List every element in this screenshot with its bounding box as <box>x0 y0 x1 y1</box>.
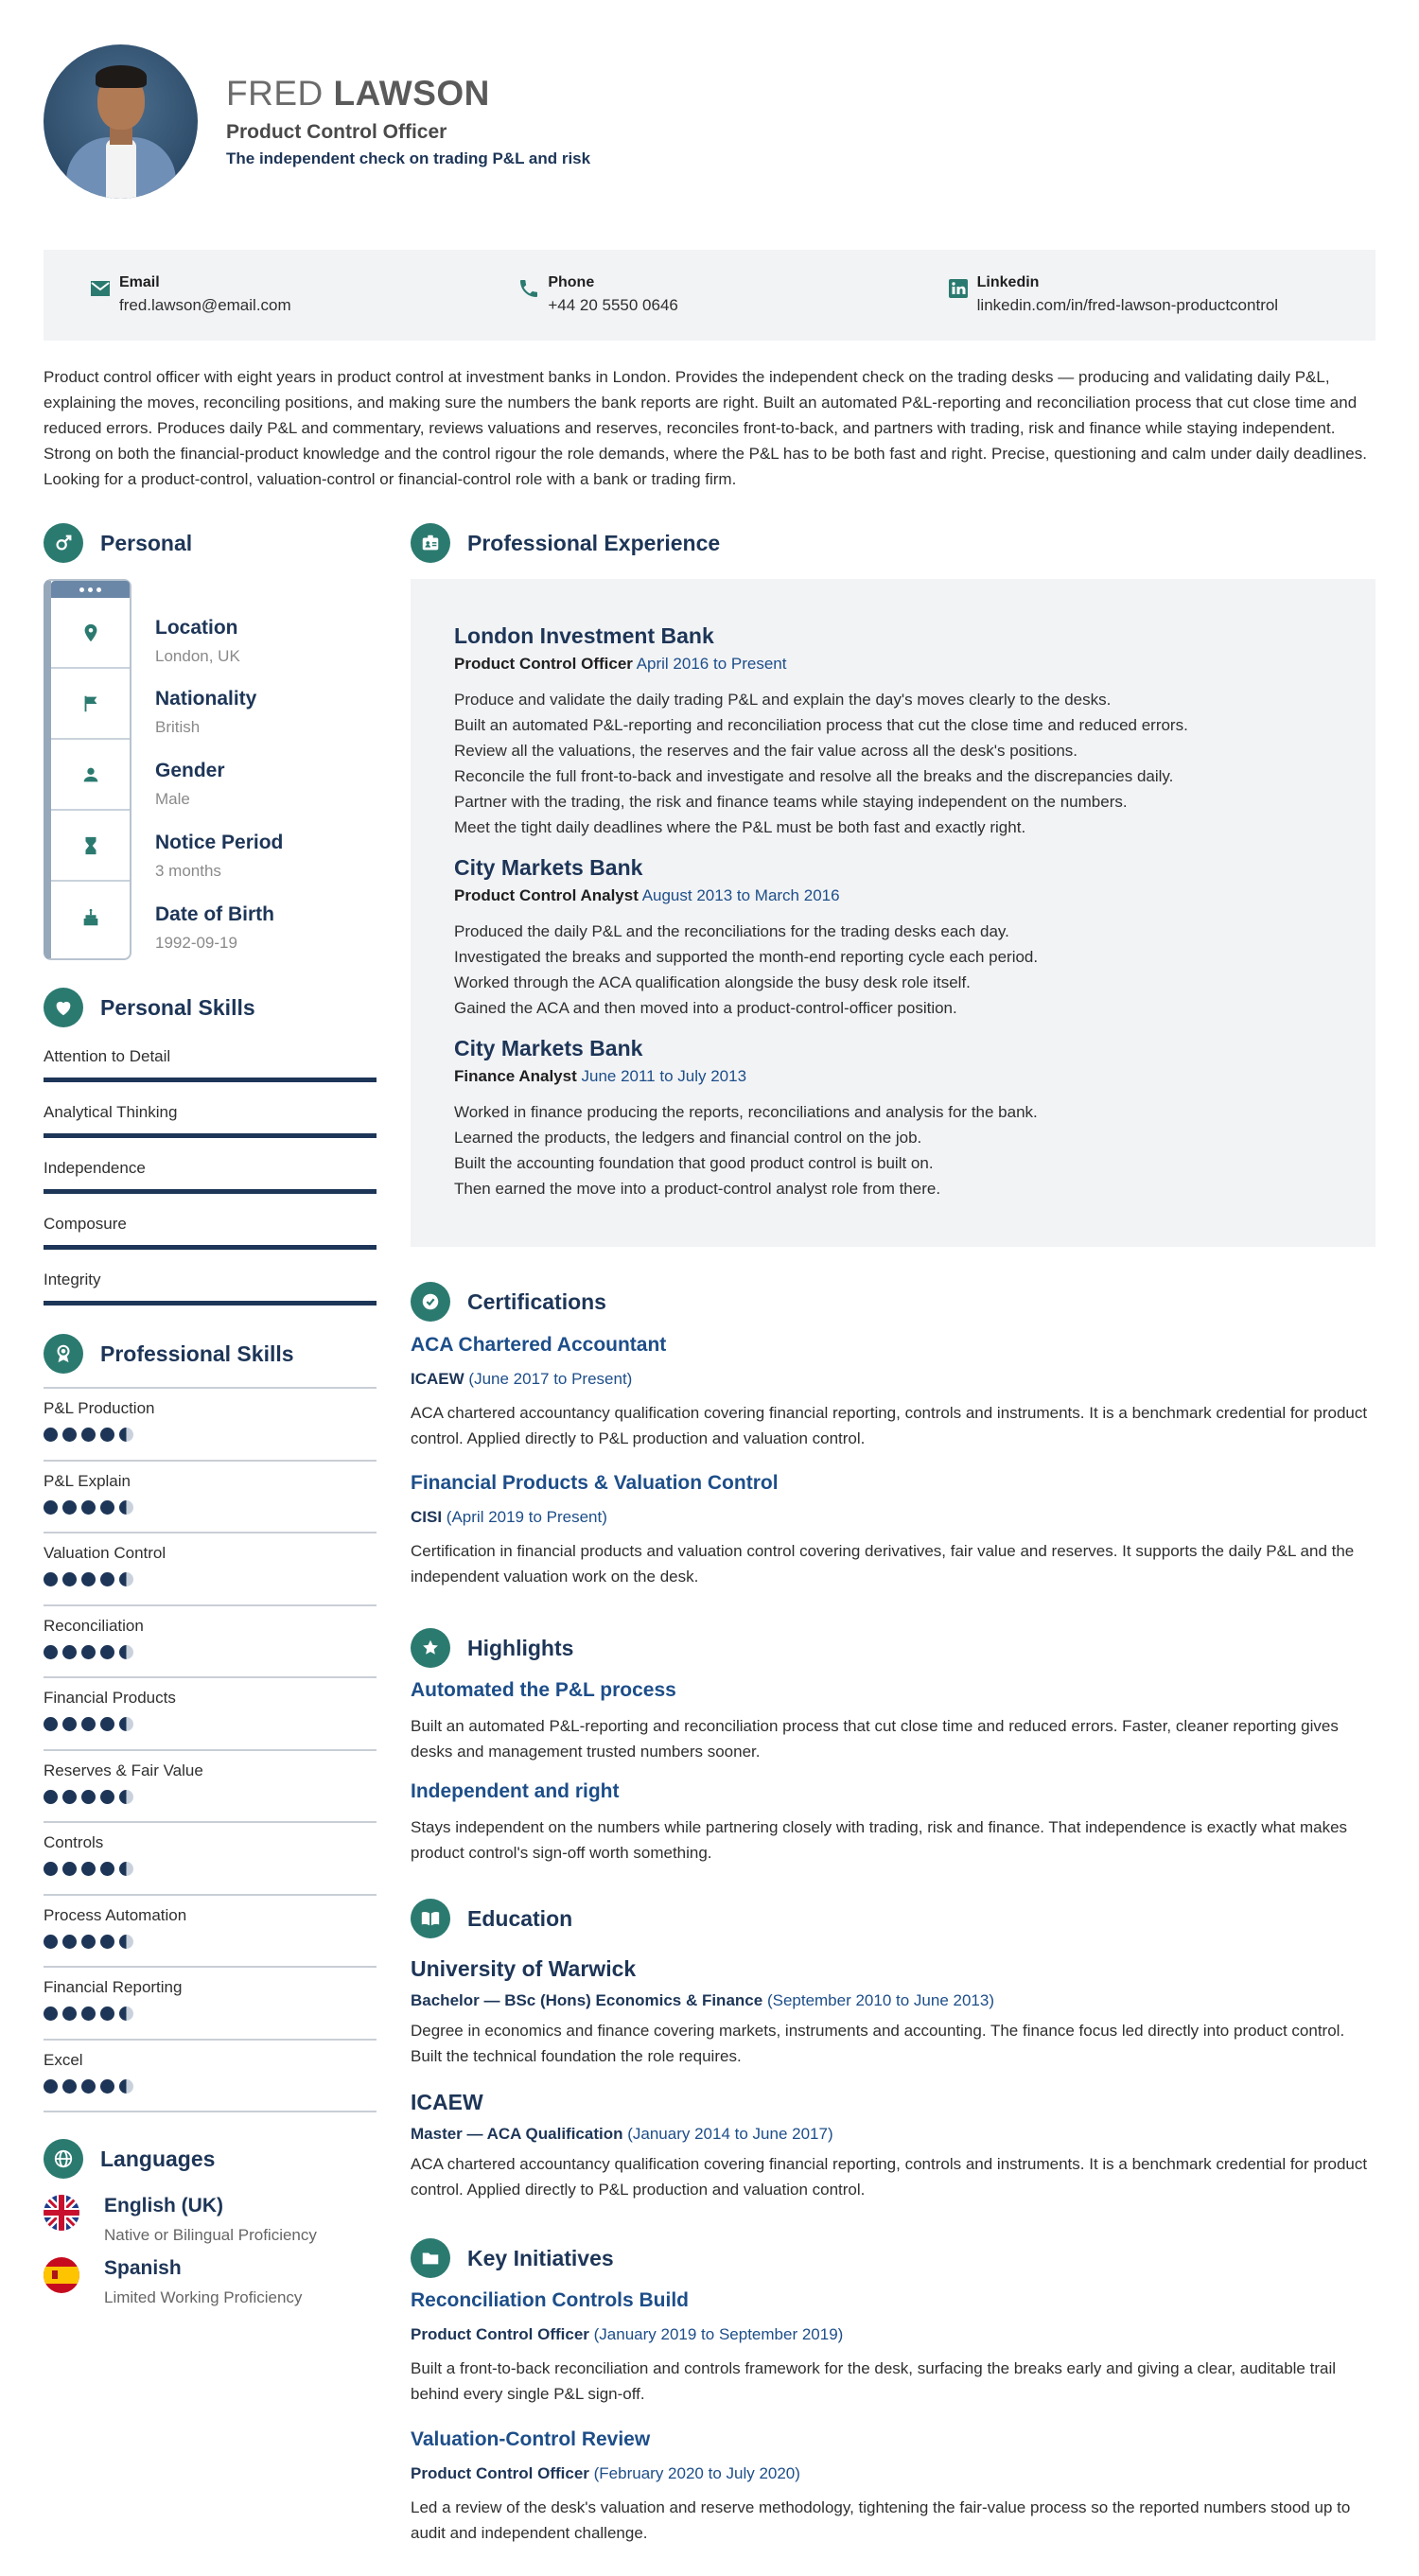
education-desc: ACA chartered accountancy qualification covering financial reporting, controls and instruments. It is a benchmark credential for product control. Applied directly to P&L production and valuation control. <box>411 2155 1368 2199</box>
job-bullets: Worked in finance producing the reports, reconciliations and analysis for the bank. Learned the products, the ledgers and financial control on the job. Built the accounting foundation that good product control is built on. Then earned the move into a product-control analyst role from there. <box>454 1103 1038 1198</box>
skill-rating <box>44 2006 377 2021</box>
personal-nationality <box>155 688 256 737</box>
location-label: Location <box>155 617 238 639</box>
language-name: Spanish <box>104 2257 182 2279</box>
section-personal-skills-header <box>44 988 255 1027</box>
degree-line: Bachelor — BSc (Hons) Economics & Finance (September 2010 to June 2013) <box>411 1991 994 2009</box>
section-personal-skills-title: Personal Skills <box>100 994 255 1020</box>
personal-notice <box>155 832 283 881</box>
rating-dot <box>81 1500 96 1515</box>
certification-issuer-line: CISI (April 2019 to Present) <box>411 1508 607 1526</box>
id-badge-icon <box>411 523 450 563</box>
rating-dot <box>119 1428 133 1442</box>
skills-divider <box>44 2111 377 2112</box>
rating-dot <box>44 1935 58 1949</box>
notice-label: Notice Period <box>155 832 284 853</box>
rating-dot <box>62 1935 77 1949</box>
section-experience-header <box>411 523 720 563</box>
rating-dot <box>44 2079 58 2094</box>
professional-skill <box>44 1749 377 1804</box>
rating-dot <box>119 1645 133 1659</box>
cake-icon <box>80 907 101 928</box>
personal-skill: Attention to Detail <box>44 1047 377 1082</box>
rating-dot <box>62 1572 77 1586</box>
personal-icon-strip <box>44 579 131 960</box>
section-certifications-title: Certifications <box>467 1288 606 1314</box>
contact-phone[interactable] <box>517 274 946 341</box>
rating-dot <box>44 1428 58 1442</box>
location-pin-icon <box>80 622 101 643</box>
rating-dot <box>81 1717 96 1731</box>
language-name: English (UK) <box>104 2195 223 2217</box>
initiative-desc: Built a front-to-back reconciliation and controls framework for the desk, surfacing the breaks early and giving a clear, auditable trail behind every single P&L sign-off. <box>411 2359 1336 2403</box>
section-initiatives-title: Key Initiatives <box>467 2245 614 2270</box>
degree-line: Master — ACA Qualification (January 2014 to June 2017) <box>411 2125 833 2143</box>
rating-dot <box>62 1717 77 1731</box>
skill-name: Financial Products <box>44 1689 176 1707</box>
rating-dot <box>100 1428 114 1442</box>
professional-skill <box>44 1894 377 1949</box>
initiative-title: Reconciliation Controls Build <box>411 2289 690 2311</box>
personal-skill: Composure <box>44 1215 377 1250</box>
language-item <box>44 2195 317 2245</box>
company-name: City Markets Bank <box>454 1036 643 1060</box>
highlight-title: Independent and right <box>411 1780 620 1802</box>
skill-rating <box>44 1790 377 1804</box>
uk-flag-icon <box>44 2195 79 2231</box>
rating-dot <box>100 1572 114 1586</box>
skill-rating <box>44 1572 377 1586</box>
rating-dot <box>100 2079 114 2094</box>
rating-dot <box>44 2006 58 2021</box>
rating-dot <box>119 1572 133 1586</box>
job-title: Product Control Officer <box>226 120 447 143</box>
rating-dot <box>119 1862 133 1876</box>
rating-dot <box>81 1935 96 1949</box>
hourglass-icon <box>80 835 101 856</box>
professional-skill <box>44 1532 377 1586</box>
company-name: City Markets Bank <box>454 855 643 880</box>
rating-dot <box>100 1862 114 1876</box>
tagline: The independent check on trading P&L and risk <box>226 149 591 167</box>
professional-skill <box>44 1966 377 2021</box>
flag-icon <box>80 693 101 714</box>
skill-name: Excel <box>44 2050 83 2069</box>
rating-dot <box>44 1717 58 1731</box>
section-highlights-title: Highlights <box>467 1635 574 1660</box>
skill-rating <box>44 2079 377 2094</box>
rating-dot <box>119 2006 133 2021</box>
rating-dot <box>119 2079 133 2094</box>
personal-skill: Independence <box>44 1159 377 1194</box>
rating-dot <box>62 1862 77 1876</box>
highlight-desc: Stays independent on the numbers while partnering closely with trading, risk and finance. That independence is exactly what makes product control's sign-off worth something. <box>411 1818 1348 1862</box>
folder-icon <box>411 2238 450 2278</box>
language-level: Limited Working Proficiency <box>104 2288 303 2306</box>
skill-rating <box>44 1500 377 1515</box>
phone-label: Phone <box>548 274 595 290</box>
language-level: Native or Bilingual Proficiency <box>104 2226 317 2244</box>
rating-dot <box>81 1572 96 1586</box>
skill-rating <box>44 1645 377 1659</box>
rating-dot <box>81 1790 96 1804</box>
professional-skill <box>44 1676 377 1731</box>
professional-skill <box>44 1604 377 1659</box>
linkedin-label: Linkedin <box>976 274 1040 290</box>
job-entry <box>454 623 1343 840</box>
linkedin-value[interactable]: linkedin.com/in/fred-lawson-productcontrol <box>976 296 1279 314</box>
section-highlights-header <box>411 1628 573 1668</box>
skill-name: Valuation Control <box>44 1544 166 1562</box>
star-badge-icon <box>411 1628 450 1668</box>
school-name: University of Warwick <box>411 1956 637 1981</box>
email-label: Email <box>119 274 160 290</box>
email-icon <box>89 277 112 300</box>
job-entry <box>454 855 1343 1021</box>
rating-dot <box>100 1500 114 1515</box>
section-professional-skills-title: Professional Skills <box>100 1341 294 1366</box>
phone-icon <box>517 277 540 300</box>
section-initiatives-header <box>411 2238 614 2278</box>
certification-desc: Certification in financial products and valuation control covering derivatives, fair value and reserves. It supports the daily P&L and the independent valuation work on the desk. <box>411 1542 1355 1586</box>
job-bullets: Produced the daily P&L and the reconciliations for the trading desks each day. Investigated the breaks and supported the month-end reporting cycle each period. Worked through the ACA qualification alongside the busy desk role itself. Gained the ACA and then moved into a product-control-officer position. <box>454 922 1039 1017</box>
certification-desc: ACA chartered accountancy qualification covering financial reporting, controls and instruments. It is a benchmark credential for product control. Applied directly to P&L production and valuation control. <box>411 1404 1368 1447</box>
section-languages-header <box>44 2139 215 2179</box>
section-personal-header <box>44 523 192 563</box>
section-professional-skills-header <box>44 1334 294 1374</box>
professional-skill <box>44 1460 377 1515</box>
initiative-desc: Led a review of the desk's valuation and reserve methodology, tightening the fair-value process so the reported numbers stood up to audit and independent challenge. <box>411 2498 1351 2542</box>
personal-skill: Integrity <box>44 1270 377 1306</box>
rating-dot <box>44 1572 58 1586</box>
rating-dot <box>100 1790 114 1804</box>
rating-dot <box>62 1645 77 1659</box>
rating-dot <box>81 1645 96 1659</box>
personal-gender <box>155 760 225 809</box>
rating-dot <box>100 1717 114 1731</box>
section-education-header <box>411 1899 572 1938</box>
globe-icon <box>44 2139 83 2179</box>
gender-symbol-icon <box>44 523 83 563</box>
rating-dot <box>44 1500 58 1515</box>
education-entry <box>411 1956 1375 2069</box>
contact-linkedin[interactable] <box>947 274 1375 341</box>
gender-value: Male <box>155 790 190 808</box>
certification-title: Financial Products & Valuation Control <box>411 1472 779 1494</box>
rating-dot <box>62 1428 77 1442</box>
open-book-icon <box>411 1899 450 1938</box>
full-name: FRED LAWSON <box>226 74 490 114</box>
rating-dot <box>119 1790 133 1804</box>
dob-label: Date of Birth <box>155 903 274 925</box>
job-role-line: Product Control Analyst August 2013 to March 2016 <box>454 886 840 904</box>
highlight-entry <box>411 1780 1375 1866</box>
highlight-title: Automated the P&L process <box>411 1679 676 1701</box>
initiative-entry <box>411 2428 1375 2546</box>
skill-name: P&L Production <box>44 1399 155 1417</box>
initiative-entry <box>411 2289 1375 2407</box>
phone-value[interactable]: +44 20 5550 0646 <box>548 296 678 314</box>
professional-skill <box>44 1387 377 1442</box>
initiative-role-line: Product Control Officer (February 2020 to July 2020) <box>411 2464 800 2482</box>
gender-label: Gender <box>155 760 225 781</box>
education-entry <box>411 2090 1375 2202</box>
resume-header <box>44 44 590 200</box>
dob-value: 1992-09-19 <box>155 934 237 952</box>
certification-entry <box>411 1472 1375 1589</box>
skill-name: Reconciliation <box>44 1616 144 1635</box>
rating-dot <box>62 2079 77 2094</box>
notice-value: 3 months <box>155 862 221 880</box>
job-role-line: Product Control Officer April 2016 to Present <box>454 655 787 673</box>
rating-dot <box>44 1645 58 1659</box>
personal-skill: Analytical Thinking <box>44 1103 377 1138</box>
location-value: London, UK <box>155 647 240 665</box>
initiative-title: Valuation-Control Review <box>411 2428 651 2450</box>
rating-dot <box>44 1790 58 1804</box>
skill-name: Reserves & Fair Value <box>44 1761 203 1779</box>
email-value[interactable]: fred.lawson@email.com <box>119 296 291 314</box>
section-certifications-header <box>411 1282 606 1322</box>
certification-entry <box>411 1334 1375 1451</box>
rating-dot <box>81 1862 96 1876</box>
language-item <box>44 2257 302 2307</box>
rating-dot <box>62 1790 77 1804</box>
skill-rating <box>44 1428 377 1442</box>
personal-location <box>155 617 240 666</box>
skill-name: Financial Reporting <box>44 1978 183 1996</box>
name-block <box>226 75 590 168</box>
initiative-role-line: Product Control Officer (January 2019 to September 2019) <box>411 2325 844 2343</box>
job-role-line: Finance Analyst June 2011 to July 2013 <box>454 1067 747 1085</box>
section-personal-title: Personal <box>100 530 193 555</box>
section-education-title: Education <box>467 1905 573 1931</box>
rating-dot <box>44 1862 58 1876</box>
rating-dot <box>81 2006 96 2021</box>
person-icon <box>80 764 101 785</box>
skill-rating <box>44 1717 377 1731</box>
personal-dob <box>155 903 274 953</box>
experience-panel <box>411 579 1375 1247</box>
school-name: ICAEW <box>411 2090 483 2114</box>
rating-dot <box>62 1500 77 1515</box>
check-seal-icon <box>411 1282 450 1322</box>
rating-dot <box>100 2006 114 2021</box>
section-experience-title: Professional Experience <box>467 530 721 555</box>
summary-text: Product control officer with eight years in product control at investment banks in London. Provides the independent check on the trading desks — producing and validating daily P&L, explaining the moves, reconciling positions, and making sure the numbers the bank reports are right. Built an automated P&L-reporting and reconciliation process that cut close time and reduced errors. Produces daily P&L and commentary, reviews valuations and reserves, reconciles front-to-back, and partners with trading, risk and finance while staying independent. Strong on both the financial-product knowledge and the control rigour the role demands, where the P&L has to be both fast and right. Precise, questioning and calm under daily deadlines. Looking for a product-control, valuation-control or financial-control role with a bank or trading firm. <box>44 368 1367 488</box>
card-dots <box>51 581 130 598</box>
award-ribbon-icon <box>44 1334 83 1374</box>
professional-skill <box>44 1821 377 1876</box>
rating-dot <box>81 1428 96 1442</box>
education-desc: Degree in economics and finance covering markets, instruments and accounting. The finance focus led directly into product control. Built the technical foundation the role requires. <box>411 2022 1345 2065</box>
skill-rating <box>44 1862 377 1876</box>
rating-dot <box>119 1935 133 1949</box>
rating-dot <box>100 1935 114 1949</box>
avatar <box>44 44 198 199</box>
section-languages-title: Languages <box>100 2146 216 2171</box>
professional-skill <box>44 2039 377 2094</box>
certification-title: ACA Chartered Accountant <box>411 1334 667 1356</box>
rating-dot <box>81 2079 96 2094</box>
highlight-entry <box>411 1679 1375 1764</box>
job-entry <box>454 1036 1343 1201</box>
nationality-label: Nationality <box>155 688 257 710</box>
skill-name: Controls <box>44 1833 104 1851</box>
spain-flag-icon <box>44 2257 79 2293</box>
rating-dot <box>119 1500 133 1515</box>
company-name: London Investment Bank <box>454 623 714 648</box>
certification-issuer-line: ICAEW (June 2017 to Present) <box>411 1370 633 1388</box>
rating-dot <box>119 1717 133 1731</box>
contact-email[interactable] <box>89 274 517 341</box>
linkedin-icon <box>947 277 970 300</box>
skill-name: Process Automation <box>44 1905 187 1924</box>
heart-icon <box>44 988 83 1027</box>
nationality-value: British <box>155 718 201 736</box>
rating-dot <box>100 1645 114 1659</box>
job-bullets: Produce and validate the daily trading P&L and explain the day's moves clearly to the desks. Built an automated P&L-reporting and reconciliation process that cut the close time and reduced errors. Review all the valuations, the reserves and the fair value across all the desk's positions. Reconcile the full front-to-back and investigate and resolve all the breaks and the discrepancies daily. Partner with the trading, the risk and finance teams while staying independent on the numbers. Meet the tight daily deadlines where the P&L must be both fast and exactly right. <box>454 691 1188 836</box>
highlight-desc: Built an automated P&L-reporting and reconciliation process that cut close time and reduced errors. Faster, cleaner reporting gives desks and management trusted numbers sooner. <box>411 1717 1339 1761</box>
rating-dot <box>62 2006 77 2021</box>
contact-bar <box>44 250 1375 341</box>
skill-rating <box>44 1935 377 1949</box>
skill-name: P&L Explain <box>44 1471 131 1490</box>
